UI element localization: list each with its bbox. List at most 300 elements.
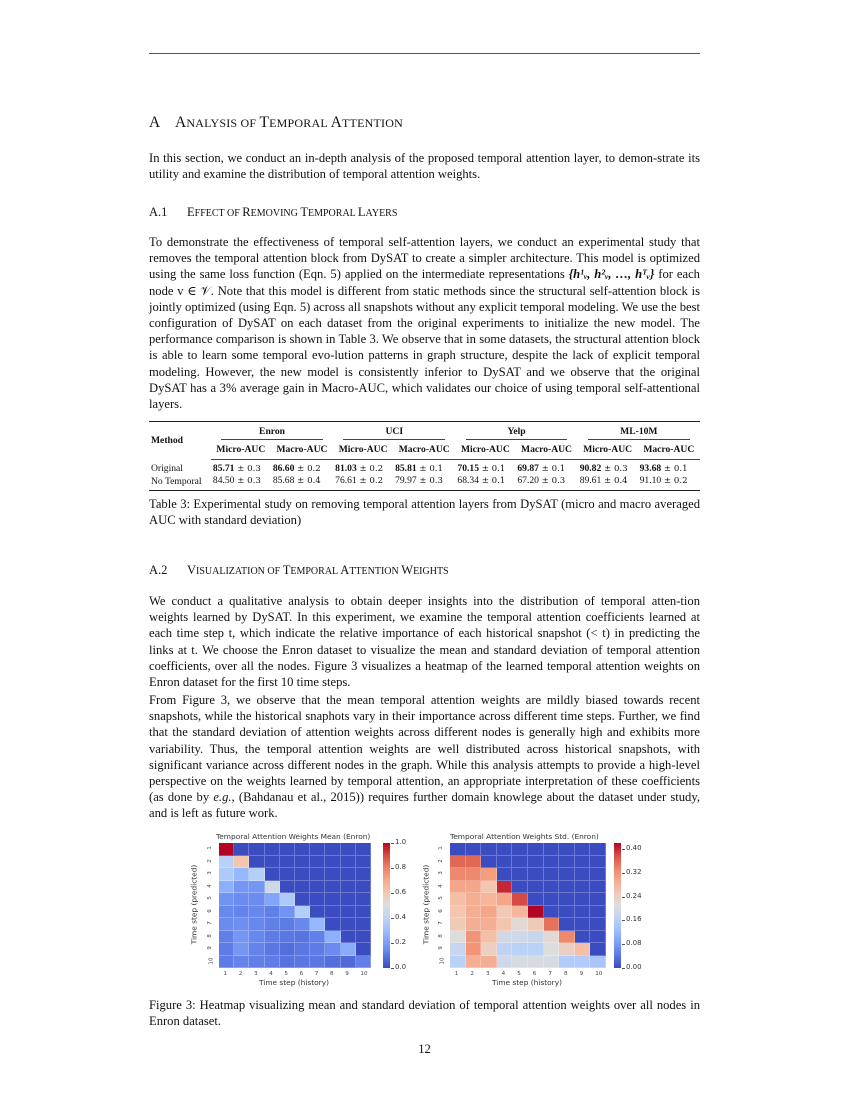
heatmap-cell xyxy=(234,931,249,944)
heatmap-cell xyxy=(249,931,264,944)
heatmap-cell xyxy=(295,918,310,931)
heatmap-cell xyxy=(559,893,575,906)
y-tick-label: 5 xyxy=(437,896,444,901)
subsection-a2-paragraph-2 xyxy=(149,692,700,822)
heatmap-cell xyxy=(481,856,497,869)
subsection-a2-heading xyxy=(149,563,449,578)
heatmap-cell xyxy=(512,856,528,869)
heatmap-cell xyxy=(356,868,371,881)
heatmap-cell xyxy=(497,943,513,956)
x-tick-label: 10 xyxy=(360,971,368,977)
heatmap-cell xyxy=(481,906,497,919)
metric-header: Micro-AUC xyxy=(211,442,271,460)
x-tick-label: 3 xyxy=(486,971,490,977)
heatmap-cell xyxy=(356,881,371,894)
heatmap-cell xyxy=(325,918,340,931)
heatmap-cell xyxy=(450,956,466,969)
dataset-header xyxy=(578,422,700,443)
heatmap-cell xyxy=(575,918,591,931)
figure-3-caption: Figure 3: Heatmap visualizing mean and standard deviation of temporal attention weights over all nodes in Enron dataset. xyxy=(149,998,700,1029)
x-tick-label: 5 xyxy=(284,971,288,977)
heatmap-cell xyxy=(325,881,340,894)
heatmap-cell xyxy=(466,893,482,906)
heatmap-cell xyxy=(219,943,234,956)
y-tick-label: 3 xyxy=(437,871,444,876)
subsection-a2-paragraph-1: We conduct a qualitative analysis to obtain deeper insights into the distribution of temporal atten-tion weights learned by DySAT. In this experiment, we examine the temporal attention coefficients learned at each time step t, which indicate the relative importance of each historical snapshot (< t) in predicting the links at t. We choose the Enron dataset to visualize the mean and standard deviation of temporal attention coefficients, over all the nodes. Figure 3 visualizes a heatmap of the learned temporal attention weights on Enron dataset for the first 10 time steps. xyxy=(149,594,700,690)
heatmap-cell xyxy=(234,893,249,906)
method-column-header: Method xyxy=(149,422,211,460)
y-tick-label: 8 xyxy=(437,933,444,938)
heatmap-cell xyxy=(528,893,544,906)
y-tick-label: 9 xyxy=(206,946,213,951)
heatmap-cell xyxy=(310,856,325,869)
heatmap-cell xyxy=(590,856,606,869)
heatmap-cell xyxy=(512,943,528,956)
table-3 xyxy=(149,421,700,491)
heatmap-cell xyxy=(341,881,356,894)
x-tick-label: 5 xyxy=(517,971,521,977)
metric-header: Macro-AUC xyxy=(393,442,455,460)
colorbar xyxy=(383,843,390,968)
value-cell: 79.97 ± 0.3 xyxy=(393,475,455,491)
heatmap-cell xyxy=(450,943,466,956)
heatmap-cell xyxy=(234,943,249,956)
heatmap-cell xyxy=(310,843,325,856)
heatmap-cell xyxy=(310,943,325,956)
heatmap-cell xyxy=(295,893,310,906)
dataset-label: Enron xyxy=(221,426,323,440)
heatmap-cell xyxy=(219,956,234,969)
x-tick-label: 2 xyxy=(238,971,243,977)
subsection-a2-number: A.2 xyxy=(149,563,168,577)
heatmap-cell xyxy=(590,943,606,956)
x-tick-label: 8 xyxy=(564,971,568,977)
y-tick-label: 8 xyxy=(206,933,213,938)
heatmap-cell xyxy=(450,881,466,894)
heatmap-cell xyxy=(450,893,466,906)
y-tick-label: 2 xyxy=(206,858,213,863)
heatmap-cell xyxy=(356,943,371,956)
heatmap-cell xyxy=(234,881,249,894)
heatmap-cell xyxy=(497,918,513,931)
metric-header: Macro-AUC xyxy=(515,442,577,460)
heatmap-cell xyxy=(512,868,528,881)
y-tick-label: 1 xyxy=(206,846,213,851)
heatmap-cell xyxy=(280,843,295,856)
heatmap-cell xyxy=(466,931,482,944)
heatmap-cell xyxy=(450,868,466,881)
method-cell: Original xyxy=(151,463,183,475)
para-text: for each node v ∈ 𝒱. Note that this model is different from static methods since the structural self-attention block is jointly optimized (using Eqn. 5) across all snapshots without any explicit temporal modeling. We use the best configuration of DySAT on each dataset from the original experiments to initialize the new model. The performance comparison is shown in Table 3. We observe that in some datasets, the structural attention block is able to learn some temporal evo-lution patterns in graph structure, despite the lack of explicit temporal modeling. However, the new model is consistently inferior to DySAT and we observe that the original DySAT has a 3% average gain in Macro-AUC, which validates our choice of using temporal self-attentional layers. xyxy=(149,267,700,412)
heatmap-cell xyxy=(528,906,544,919)
x-tick-label: 7 xyxy=(548,971,552,977)
table-body xyxy=(149,460,700,491)
heatmap-cell xyxy=(590,893,606,906)
colorbar xyxy=(614,843,621,968)
heatmap-cell xyxy=(280,931,295,944)
heatmap-cell xyxy=(295,956,310,969)
heatmap-cell xyxy=(341,906,356,919)
heatmap-cell xyxy=(356,931,371,944)
heatmap-cell xyxy=(234,906,249,919)
heatmap-cell xyxy=(497,843,513,856)
heatmap-cell xyxy=(497,856,513,869)
value-cell: 93.68 ± 0.1 xyxy=(639,463,688,474)
heatmap-cell xyxy=(310,918,325,931)
results-table xyxy=(149,421,700,491)
subsection-a1-heading xyxy=(149,205,397,220)
y-tick-label: 2 xyxy=(437,858,444,863)
heatmap-cell xyxy=(575,931,591,944)
heatmap-cell xyxy=(544,956,560,969)
chart-title: Temporal Attention Weights Std. (Enron) xyxy=(450,832,599,841)
heatmap-cell xyxy=(450,856,466,869)
x-tick-label: 1 xyxy=(223,971,228,977)
heatmap-cell xyxy=(265,931,280,944)
heatmap-cell xyxy=(575,843,591,856)
heatmap-cell xyxy=(590,956,606,969)
colorbar-tick-label: 0.00 xyxy=(626,963,642,971)
x-tick-label: 2 xyxy=(470,971,474,977)
value-cell: 68.34 ± 0.1 xyxy=(455,475,515,491)
metric-header: Micro-AUC xyxy=(578,442,638,460)
heatmap-cell xyxy=(450,906,466,919)
heatmap-cell xyxy=(341,918,356,931)
heatmap-cell xyxy=(265,918,280,931)
heatmap-cell xyxy=(481,881,497,894)
heatmap-cell xyxy=(512,906,528,919)
heatmap-cell xyxy=(325,856,340,869)
colorbar-tick-label: 0.08 xyxy=(626,939,642,948)
y-tick-label: 6 xyxy=(437,908,444,913)
chart-title: Temporal Attention Weights Mean (Enron) xyxy=(216,832,371,841)
heatmap-cell xyxy=(575,943,591,956)
y-axis-label: Time step (predicted) xyxy=(421,864,431,945)
heatmap-cell xyxy=(450,931,466,944)
heatmap-cell xyxy=(234,856,249,869)
heatmap-cell xyxy=(590,906,606,919)
heatmap-cell xyxy=(265,881,280,894)
x-tick-label: 9 xyxy=(579,971,584,977)
heatmap-cell xyxy=(280,868,295,881)
heatmap-cell xyxy=(528,881,544,894)
heatmap-cell xyxy=(559,956,575,969)
x-tick-label: 10 xyxy=(595,971,603,977)
heatmap-cell xyxy=(466,906,482,919)
heatmap-cell xyxy=(249,956,264,969)
heatmap-cell xyxy=(249,856,264,869)
metric-header: Micro-AUC xyxy=(333,442,393,460)
heatmap-cell xyxy=(295,881,310,894)
y-tick-label: 10 xyxy=(208,957,215,965)
heatmap-cell xyxy=(590,931,606,944)
heatmap-cell xyxy=(512,843,528,856)
heatmap-cell xyxy=(249,881,264,894)
heatmap-cell xyxy=(575,956,591,969)
heatmap-cell xyxy=(295,931,310,944)
heatmap-cell xyxy=(325,956,340,969)
heatmap-cell xyxy=(325,943,340,956)
heatmap-cell xyxy=(219,868,234,881)
y-tick-label: 7 xyxy=(437,921,444,926)
heatmap-cell xyxy=(265,906,280,919)
heatmap-cell xyxy=(219,906,234,919)
value-cell: 89.61 ± 0.4 xyxy=(578,475,638,491)
metric-header: Micro-AUC xyxy=(455,442,515,460)
heatmap-cell xyxy=(450,843,466,856)
table-row xyxy=(149,460,700,476)
heatmap-cell xyxy=(265,893,280,906)
section-number: A xyxy=(149,114,161,131)
page-number: 12 xyxy=(418,1042,431,1056)
heatmap-cell xyxy=(559,918,575,931)
heatmap-cell xyxy=(341,943,356,956)
heatmap-grid xyxy=(450,843,606,968)
x-tick-label: 6 xyxy=(532,971,537,977)
heatmap-cell xyxy=(295,856,310,869)
para-text: , (Bahdanau et al., 2015)) requires further domain knowlege about the dataset under study, and is left as future work. xyxy=(149,790,700,821)
colorbar-tick-label: 0.2 xyxy=(395,938,407,946)
heatmap-cell xyxy=(356,856,371,869)
table-3-caption: Table 3: Experimental study on removing temporal attention layers from DySAT (micro and macro averaged AUC with standard deviation) xyxy=(149,497,700,528)
subsection-a1-number: A.1 xyxy=(149,205,168,219)
heatmap-cell xyxy=(219,918,234,931)
heatmap-cell xyxy=(590,918,606,931)
heatmap-cell xyxy=(559,856,575,869)
colorbar-tick-label: 1.0 xyxy=(395,838,407,846)
heatmap-cell xyxy=(341,843,356,856)
heatmap-cell xyxy=(356,906,371,919)
heatmap-cell xyxy=(219,893,234,906)
heatmap-cell xyxy=(295,943,310,956)
value-cell: 84.50 ± 0.3 xyxy=(211,475,271,491)
colorbar-tick-label: 0.8 xyxy=(395,863,407,871)
heatmap-cell xyxy=(310,931,325,944)
heatmap-cell xyxy=(356,918,371,931)
heatmap-cell xyxy=(497,956,513,969)
colorbar-tick-label: 0.0 xyxy=(395,963,407,971)
value-cell: 81.03 ± 0.2 xyxy=(335,463,384,474)
subsection-a1-paragraph xyxy=(149,234,700,412)
heatmap-cell xyxy=(249,906,264,919)
heatmap-cell xyxy=(590,881,606,894)
heatmap-cell xyxy=(310,893,325,906)
heatmap-cell xyxy=(295,868,310,881)
colorbar-tick-label: 0.4 xyxy=(395,913,407,921)
x-tick-label: 4 xyxy=(501,971,506,977)
x-axis-label: Time step (history) xyxy=(492,978,562,987)
heatmap-cell xyxy=(481,918,497,931)
heatmap-cell xyxy=(356,843,371,856)
heatmap-cell xyxy=(466,868,482,881)
heatmap-cell xyxy=(497,868,513,881)
colorbar-tick-label: 0.32 xyxy=(626,867,642,876)
heatmap-cell xyxy=(481,931,497,944)
heatmap-cell xyxy=(219,931,234,944)
heatmap-cell xyxy=(528,918,544,931)
heatmap-cell xyxy=(341,868,356,881)
heatmap-cell xyxy=(466,856,482,869)
y-axis-label: Time step (predicted) xyxy=(189,864,199,945)
heatmap-cell xyxy=(249,893,264,906)
dataset-header xyxy=(455,422,577,443)
section-intro: In this section, we conduct an in-depth analysis of the proposed temporal attention layer, to demon-strate its utility and examine the distribution of temporal attention weights. xyxy=(149,151,700,182)
heatmap-cell xyxy=(234,868,249,881)
para-text: To demonstrate the effectiveness of temporal self-attention layers, we conduct an experimental study that removes the temporal attention block from DySAT to create a simpler architecture. This model is optimized using the same loss function (Eqn. 5) applied on the intermediate representations xyxy=(149,235,700,282)
y-tick-label: 7 xyxy=(206,921,213,926)
heatmap-cell xyxy=(544,893,560,906)
value-cell: 90.82 ± 0.3 xyxy=(579,463,628,474)
heatmap-cell xyxy=(590,868,606,881)
heatmap-cell xyxy=(466,843,482,856)
heatmap-cell xyxy=(528,943,544,956)
heatmap-cell xyxy=(559,906,575,919)
heatmap-cell xyxy=(450,918,466,931)
header-rule xyxy=(149,53,700,54)
section-title: ANALYSIS OF TEMPORAL ATTENTION xyxy=(175,114,403,131)
heatmap-cell xyxy=(559,868,575,881)
heatmap-cell xyxy=(249,868,264,881)
heatmap-cell xyxy=(466,943,482,956)
heatmap-cell xyxy=(265,856,280,869)
heatmap-cell xyxy=(219,843,234,856)
heatmap-cell xyxy=(512,881,528,894)
y-tick-label: 9 xyxy=(437,946,444,951)
heatmap-cell xyxy=(544,881,560,894)
heatmap-cell xyxy=(249,918,264,931)
value-cell: 70.15 ± 0.1 xyxy=(457,463,506,474)
heatmap-cell xyxy=(280,893,295,906)
heatmap-cell xyxy=(280,918,295,931)
heatmap-cell xyxy=(575,868,591,881)
heatmap-cell xyxy=(356,956,371,969)
heatmap-cell xyxy=(249,843,264,856)
heatmap-cell xyxy=(544,931,560,944)
heatmap-cell xyxy=(481,868,497,881)
heatmap-cell xyxy=(341,893,356,906)
heatmap-cell xyxy=(356,893,371,906)
heatmap-cell xyxy=(280,881,295,894)
heatmap-cell xyxy=(528,931,544,944)
heatmap-cell xyxy=(234,843,249,856)
y-tick-label: 1 xyxy=(437,846,444,851)
heatmap-cell xyxy=(295,843,310,856)
y-tick-label: 10 xyxy=(439,957,446,965)
value-cell: 91.10 ± 0.2 xyxy=(638,475,700,491)
value-cell: 85.68 ± 0.4 xyxy=(271,475,333,491)
heatmap-cell xyxy=(497,931,513,944)
x-tick-label: 8 xyxy=(330,971,334,977)
heatmap-cell xyxy=(310,956,325,969)
heatmap-cell xyxy=(559,843,575,856)
heatmap-cell xyxy=(280,906,295,919)
heatmap-cell xyxy=(466,956,482,969)
heatmap-cell xyxy=(575,893,591,906)
heatmap-cell xyxy=(575,856,591,869)
heatmap-cell xyxy=(544,918,560,931)
heatmap-cell xyxy=(481,943,497,956)
metric-header: Macro-AUC xyxy=(638,442,700,460)
heatmap-cell xyxy=(466,918,482,931)
section-heading xyxy=(149,114,403,132)
heatmap-cell xyxy=(341,931,356,944)
heatmap-cell xyxy=(559,881,575,894)
heatmap-cell xyxy=(249,943,264,956)
heatmap-cell xyxy=(341,956,356,969)
heatmap-cell xyxy=(497,881,513,894)
heatmap-cell xyxy=(310,868,325,881)
value-cell: 67.20 ± 0.3 xyxy=(515,475,577,491)
dataset-header xyxy=(333,422,455,443)
y-tick-label: 6 xyxy=(206,908,213,913)
subsection-a2-title: VISUALIZATION OF TEMPORAL ATTENTION WEIGHTS xyxy=(187,563,449,577)
heatmap-cell xyxy=(280,856,295,869)
heatmap-cell xyxy=(559,943,575,956)
y-tick-label: 4 xyxy=(437,883,444,888)
heatmap-cell xyxy=(497,906,513,919)
heatmap-cell xyxy=(544,843,560,856)
x-tick-label: 9 xyxy=(345,971,349,977)
heatmap-cell xyxy=(234,956,249,969)
method-cell: No Temporal xyxy=(149,475,211,491)
heatmap-cell xyxy=(265,956,280,969)
heatmap-cell xyxy=(559,931,575,944)
x-tick-label: 4 xyxy=(269,971,273,977)
value-cell: 69.87 ± 0.1 xyxy=(517,463,566,474)
heatmap-cell xyxy=(325,906,340,919)
heatmap-cell xyxy=(544,856,560,869)
dataset-label: Yelp xyxy=(466,426,568,440)
y-tick-label: 3 xyxy=(206,871,213,876)
value-cell: 86.60 ± 0.2 xyxy=(272,463,321,474)
heatmap-cell xyxy=(466,881,482,894)
colorbar-tick-label: 0.24 xyxy=(626,891,642,900)
heatmap-cell xyxy=(219,881,234,894)
x-axis-label: Time step (history) xyxy=(259,978,329,987)
heatmap-cell xyxy=(575,881,591,894)
heatmap-cell xyxy=(544,868,560,881)
colorbar-tick-label: 0.40 xyxy=(626,843,642,852)
heatmap-cell xyxy=(280,956,295,969)
heatmap-cell xyxy=(575,906,591,919)
heatmap-cell xyxy=(265,843,280,856)
table-header-row-metrics xyxy=(149,442,700,460)
heatmap-cell xyxy=(310,906,325,919)
heatmap-cell xyxy=(219,856,234,869)
metric-header: Macro-AUC xyxy=(271,442,333,460)
dataset-label: ML-10M xyxy=(588,426,690,440)
heatmap-cell xyxy=(295,906,310,919)
x-tick-label: 1 xyxy=(454,971,459,977)
heatmap-cell xyxy=(280,943,295,956)
heatmap-cell xyxy=(528,868,544,881)
table-row xyxy=(149,475,700,491)
y-tick-label: 4 xyxy=(206,883,213,888)
x-tick-label: 7 xyxy=(314,971,319,977)
heatmap-cell xyxy=(265,943,280,956)
heatmap-cell xyxy=(481,843,497,856)
colorbar-tick-label: 0.16 xyxy=(626,915,642,924)
heatmap-cell xyxy=(528,843,544,856)
heatmap-cell xyxy=(544,906,560,919)
x-tick-label: 6 xyxy=(299,971,304,977)
heatmap-cell xyxy=(544,943,560,956)
value-cell: 85.71 ± 0.3 xyxy=(212,463,261,474)
heatmap-cell xyxy=(528,956,544,969)
para-text: From Figure 3, we observe that the mean temporal attention weights are mildly biased towards recent snapshots, while the historical snaphots vary in their importance across different time steps. Further, we find that the standard deviation of attention weights across different nodes is generally high and exhibits more variability. Thus, the temporal attention weights are well distributed across historical snapshots, with significant variance across different nodes in the graph. While this analysis attempts to provide a high-level perspective on the weights learned by temporal attention, an appropriate interpretation of these coefficients (as done by xyxy=(149,693,700,805)
heatmap-cell xyxy=(234,918,249,931)
heatmap-cell xyxy=(512,956,528,969)
